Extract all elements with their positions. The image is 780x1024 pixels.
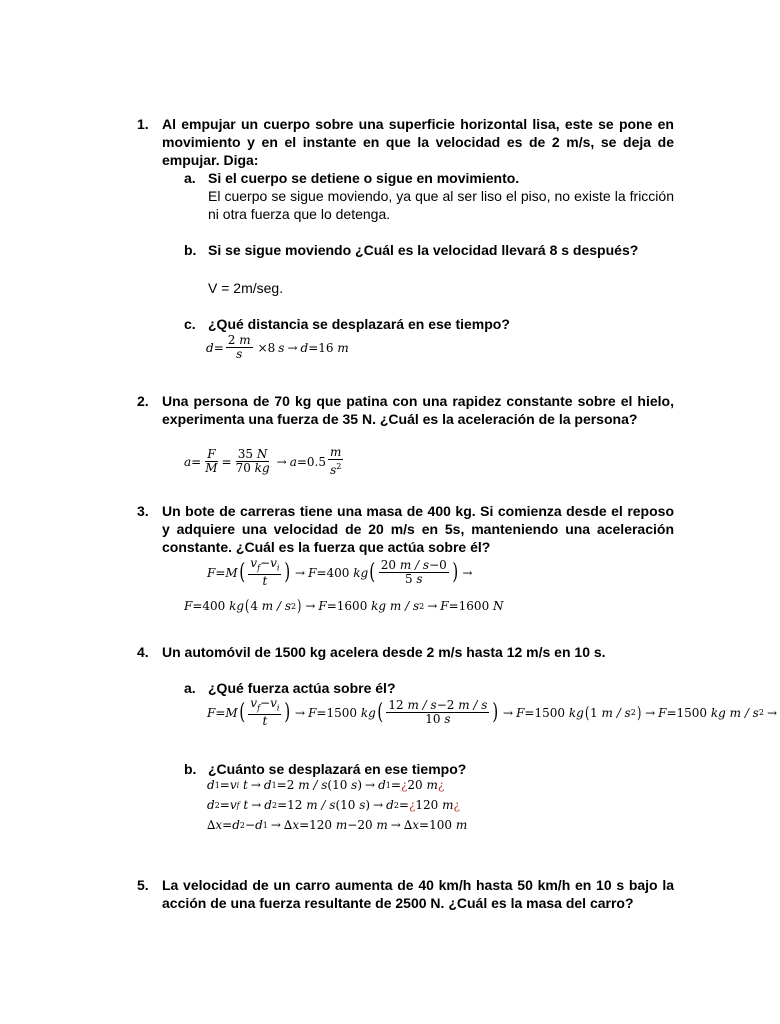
question-1c-equation: d = $\frac{2 m}{s}$ ×8 s → d =16 m	[206, 333, 349, 361]
question-1b-text: Si se sigue moviendo ¿Cuál es la velocidad llevará 8 s después?	[208, 242, 639, 258]
question-3-equation-line-1: F = M ( $\frac{v_f-v_i}{t}$ ) → F =400 kg ( $\frac{20 m / s-0}{5 s}$ ) →	[207, 556, 473, 589]
question-5-number: 5.	[137, 877, 149, 893]
question-1-text: Al empujar un cuerpo sobre una superficie horizontal lisa, este se pone en movimiento y en el instante en que la velocidad es de 2 m/s, se deja de empujar. Diga:	[162, 116, 674, 169]
question-5-text: La velocidad de un carro aumenta de 40 km/h hasta 50 km/h en 10 s bajo la acción de una fuerza resultante de 2500 N. ¿Cuál es la masa del carro?	[162, 877, 674, 912]
question-4a-text: ¿Qué fuerza actúa sobre él?	[208, 680, 396, 696]
question-4-number: 4.	[137, 644, 149, 660]
question-4a-equation: F = M ( $\frac{v_f-v_i}{t}$ ) → F =1500 kg ( $\frac{12 m / s-2 m / s}{10 s}$ ) → F =1500 kg ( 1 m / s 2 ) → F =1500 kg m / s 2 →	[207, 696, 777, 729]
question-4b-equation-line-2: d 2 = v f t → d 2 =12 m / s (10 s ) → d 2 = ¿ 120 m ¿	[207, 798, 460, 812]
question-3-number: 3.	[137, 503, 149, 519]
question-2-number: 2.	[137, 393, 149, 409]
question-3-text: Un bote de carreras tiene una masa de 400 kg. Si comienza desde el reposo y adquiere una velocidad de 20 m/s en 5s, manteniendo una aceleración constante. ¿Cuál es la fuerza que actúa sobre él?	[162, 503, 674, 556]
question-4a-letter: a.	[184, 680, 196, 696]
question-4b-letter: b.	[184, 761, 197, 777]
question-3-equation-line-2: F =400 kg ( 4 m / s 2 ) → F =1600 kg m / s 2 → F =1600 N	[184, 596, 504, 615]
question-1b-letter: b.	[184, 242, 197, 258]
question-2-equation: a = $\frac{F}{M}$ = $\frac{35 N}{70 kg}$ → a =0.5 $\frac{m}{s^2}$	[184, 445, 342, 477]
question-1c-letter: c.	[184, 316, 196, 332]
question-4b-equation-line-3: ∆ x = d 2 − d 1 → ∆ x =120 m −20 m → ∆ x =100 m	[207, 818, 468, 832]
question-4b-equation-line-1: d 1 = v i t → d 1 =2 m / s (10 s ) → d 1 = ¿ 20 m ¿	[207, 778, 445, 792]
question-1a-text: Si el cuerpo se detiene o sigue en movimiento.	[208, 170, 520, 186]
question-1b-answer: V = 2m/seg.	[208, 280, 284, 296]
question-4b-text: ¿Cuánto se desplazará en ese tiempo?	[208, 761, 467, 777]
question-1c-text: ¿Qué distancia se desplazará en ese tiempo?	[208, 316, 510, 332]
question-4-text: Un automóvil de 1500 kg acelera desde 2 m/s hasta 12 m/s en 10 s.	[162, 644, 606, 660]
question-2-text: Una persona de 70 kg que patina con una rapidez constante sobre el hielo, experimenta una fuerza de 35 N. ¿Cuál es la aceleración de la persona?	[162, 393, 674, 428]
question-1a-answer: El cuerpo se sigue moviendo, ya que al ser liso el piso, no existe la fricción ni otra fuerza que lo detenga.	[208, 188, 674, 223]
question-1-number: 1.	[137, 116, 149, 132]
question-1a-letter: a.	[184, 170, 196, 186]
